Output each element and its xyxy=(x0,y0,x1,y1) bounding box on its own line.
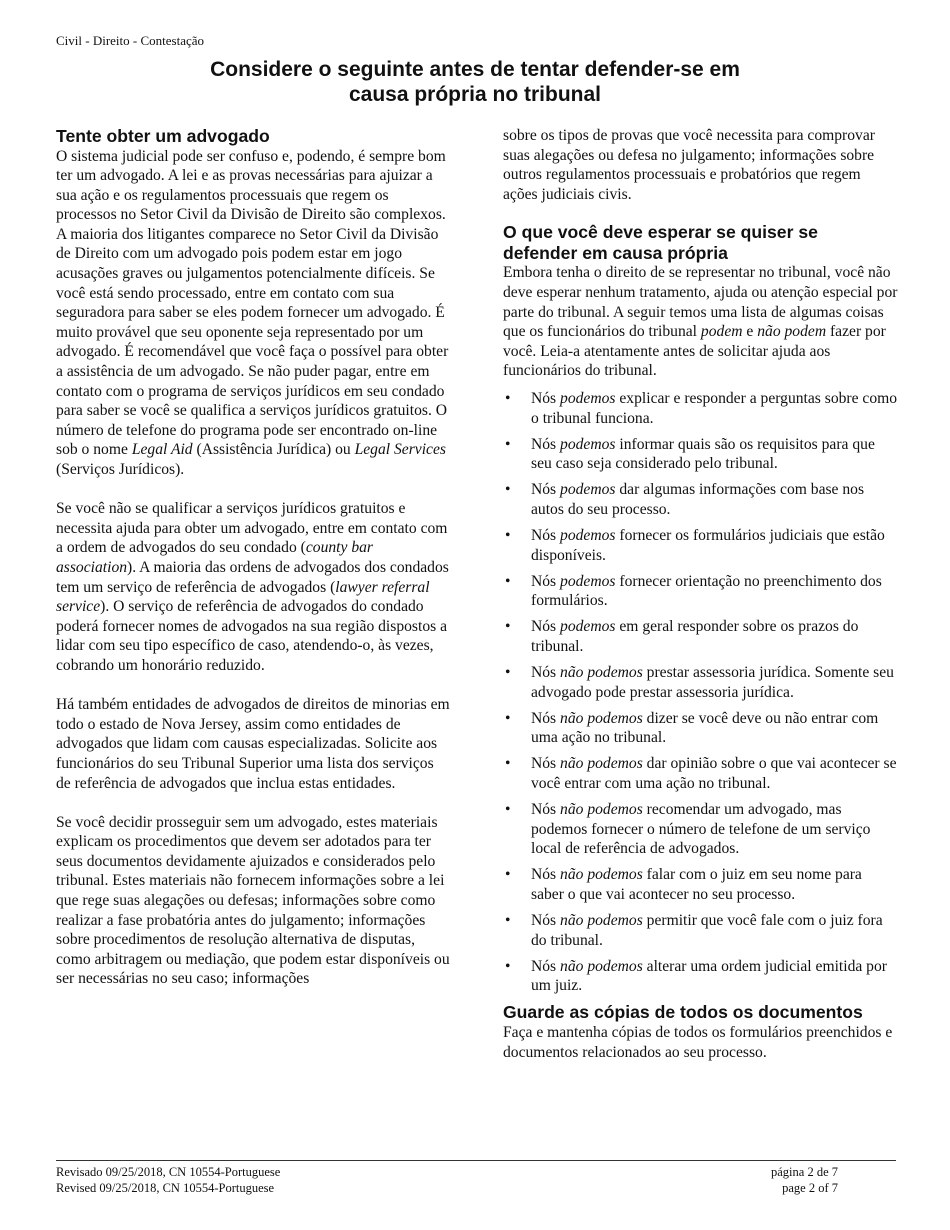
text-run: informar quais são os requisitos para que seu caso seja considerado pelo tribunal. xyxy=(531,435,875,473)
emphasis: não podemos xyxy=(560,664,643,682)
text-run: (Assistência Jurídica) ou xyxy=(192,441,355,459)
paragraph-proceed-without-lawyer: Se você decidir prosseguir sem um advogado, estes materiais explicam os procedimentos que devem ser adotados para ter seus documentos devidamente ajuizados e considerados pelo tribunal. Estes materiais não fornecem informações sobre a lei que rege suas alegações ou defesas; informações sobre como realizar a fase probatória antes do julgamento; informações sobre procedimentos de resolução alternativa de disputas, como arbitragem ou mediação, que podem estar disponíveis ou ser necessárias no seu caso; informações xyxy=(56,813,450,988)
emphasis-legal-aid: Legal Aid xyxy=(131,441,193,459)
revision-english: Revised 09/25/2018, CN 10554-Portuguese xyxy=(56,1181,275,1195)
footer-divider xyxy=(56,1160,896,1161)
text-run: Nós xyxy=(531,527,561,544)
text-run: ). A maioria das ordens de advogados dos condados tem um serviço de referência de advogados ( xyxy=(56,558,449,596)
list-item xyxy=(503,572,898,611)
text-run: falar com o juiz em seu nome para saber o que vai acontecer no seu processo. xyxy=(531,866,862,903)
emphasis: podemos xyxy=(560,481,616,499)
emphasis-county-bar: county bar association xyxy=(56,539,373,576)
text-run: e xyxy=(742,323,758,341)
emphasis-legal-services: Legal Services xyxy=(354,441,446,459)
emphasis: podemos xyxy=(560,435,616,453)
emphasis: não podemos xyxy=(560,957,643,975)
page-number-portuguese: página 2 de 7 xyxy=(771,1165,838,1179)
text-run: Nós xyxy=(531,912,561,930)
list-item xyxy=(503,663,898,702)
text-run: alterar uma ordem judicial emitida por um juiz. xyxy=(531,957,887,995)
revision-portuguese: Revisado 09/25/2018, CN 10554-Portuguese xyxy=(56,1165,281,1179)
text-run: explicar e responder a perguntas sobre como o tribunal funciona. xyxy=(531,389,898,427)
text-run: Nós xyxy=(531,709,561,727)
page-title xyxy=(0,57,950,107)
list-item xyxy=(503,800,898,859)
paragraph-copies: Faça e mantenha cópias de todos os formulários preenchidos e documentos relacionados ao seu processo. xyxy=(503,1023,893,1061)
page-title-line-2: causa própria no tribunal xyxy=(348,83,602,106)
text-run: (Serviços Jurídicos). xyxy=(56,461,185,478)
section-heading-expectations xyxy=(503,222,898,263)
emphasis: não podemos xyxy=(560,866,643,884)
footer-revision xyxy=(56,1164,280,1196)
text-run: Nós xyxy=(531,866,561,884)
text-run: prestar assessoria jurídica. Somente seu advogado pode prestar assessoria jurídica. xyxy=(531,664,894,701)
right-column xyxy=(503,126,898,1062)
emphasis: não podemos xyxy=(560,755,643,773)
text-run: fornecer orientação no preenchimento dos formulários. xyxy=(531,572,882,610)
court-staff-list xyxy=(503,389,898,996)
emphasis: não podemos xyxy=(560,801,643,819)
emphasis: não podemos xyxy=(560,912,643,930)
emphasis-nao-podem: não podem xyxy=(757,323,827,341)
text-run: recomendar um advogado, mas podemos fornecer o número de telefone de um serviço local de referência de advogados. xyxy=(531,801,871,858)
emphasis: podemos xyxy=(560,572,616,590)
page-title-line-1: Considere o seguinte antes de tentar defender-se em xyxy=(210,58,740,81)
list-item xyxy=(503,435,898,474)
text-run: Se você não se qualificar a serviços jurídicos gratuitos e necessita ajuda para obter um advogado, entre em contato com a ordem de advogados do seu condado ( xyxy=(56,500,448,557)
list-item xyxy=(503,617,898,656)
text-run: Nós xyxy=(531,801,561,819)
emphasis: podemos xyxy=(560,618,616,636)
paragraph-lawyer-intro xyxy=(56,147,451,480)
text-run: dizer se você deve ou não entrar com uma ação no tribunal. xyxy=(531,709,879,747)
text-run: dar algumas informações com base nos autos do seu processo. xyxy=(531,481,865,518)
text-run: Nós xyxy=(531,618,561,636)
text-run: Nós xyxy=(531,389,561,407)
text-run: Nós xyxy=(531,755,561,773)
text-run: fornecer os formulários judiciais que estão disponíveis. xyxy=(531,527,885,564)
list-item xyxy=(503,911,898,950)
paragraph-proceed-continued: sobre os tipos de provas que você necessita para comprovar suas alegações ou defesa no julgamento; informações sobre outros regulamentos processuais e probatórios que regem ações judiciais civis. xyxy=(503,127,875,203)
left-column xyxy=(56,126,451,989)
list-item xyxy=(503,754,898,793)
emphasis-podem: podem xyxy=(700,323,743,341)
heading-line-2: defender em causa própria xyxy=(503,242,728,263)
text-run: ). O serviço de referência de advogados do condado poderá fornecer nomes de advogados na sua região dispostos a lidar com seu tipo específico de caso, atendendo-o, às vezes, cobrando um honorário reduzido. xyxy=(56,598,448,674)
section-heading-copies: Guarde as cópias de todos os documentos xyxy=(503,1002,863,1023)
document-category: Civil - Direito - Contestação xyxy=(56,33,205,48)
emphasis: podemos xyxy=(560,527,616,544)
paragraph-expectations-intro xyxy=(503,263,898,381)
text-run: fazer por você. Leia-a atentamente antes de solicitar ajuda aos funcionários do tribunal. xyxy=(503,323,886,380)
text-run: permitir que você fale com o juiz fora do tribunal. xyxy=(531,912,883,949)
list-item xyxy=(503,480,898,519)
list-item xyxy=(503,957,898,996)
emphasis-referral-service: lawyer referral service xyxy=(56,578,430,616)
list-item xyxy=(503,709,898,748)
footer-page-number xyxy=(771,1164,838,1196)
text-run: Nós xyxy=(531,957,561,975)
heading-line-1: O que você deve esperar se quiser se xyxy=(503,222,818,243)
paragraph-minority-lawyers: Há também entidades de advogados de direitos de minorias em todo o estado de Nova Jersey, assim como entidades de advogados que lidam com causas especializadas. Solicite aos funcionários do seu Tribunal Superior uma lista dos serviços de referência de advogados que inclua estas entidades. xyxy=(56,696,450,792)
paragraph-bar-association xyxy=(56,499,451,675)
text-run: dar opinião sobre o que vai acontecer se você entrar com uma ação no tribunal. xyxy=(531,755,897,793)
page-number-english: page 2 of 7 xyxy=(782,1181,838,1195)
text-run: O sistema judicial pode ser confuso e, podendo, é sempre bom ter um advogado. A lei e as provas necessárias para ajuizar a sua ação e os regulamentos processuais que regem os processos no Setor Civil da Divisão de Direito são complexos. A maioria dos litigantes comparece no Setor Civil da Divisão de Direito com um advogado pois podem estar em jogo acusações graves ou julgamentos potencialmente difíceis. Se você está sendo processado, entre em contato com sua seguradora para saber se eles podem fornecer um advogado. É muito provável que seu oponente seja representado por um advogado. É recomendável que você faça o possível para obter a assistência de um advogado. Se não puder pagar, entre em contato com o programa de serviços jurídicos em seu condado para saber se você se qualifica a serviços jurídicos gratuitos. O número de telefone do programa pode ser encontrado on-line sob o nome xyxy=(56,147,449,459)
text-run: Nós xyxy=(531,435,561,453)
list-item xyxy=(503,526,898,565)
list-item xyxy=(503,389,898,428)
text-run: Nós xyxy=(531,481,561,499)
text-run: Embora tenha o direito de se representar no tribunal, você não deve esperar nenhum tratamento, ajuda ou atenção especial por parte do tribunal. A seguir temos uma lista de algumas coisas que os funcionários do tribunal xyxy=(503,264,898,341)
section-heading-lawyer: Tente obter um advogado xyxy=(56,126,270,146)
text-run: em geral responder sobre os prazos do tribunal. xyxy=(531,618,859,655)
text-run: Nós xyxy=(531,664,561,682)
emphasis: não podemos xyxy=(560,709,643,727)
list-item xyxy=(503,865,898,904)
emphasis: podemos xyxy=(560,389,616,407)
text-run: Nós xyxy=(531,572,561,590)
